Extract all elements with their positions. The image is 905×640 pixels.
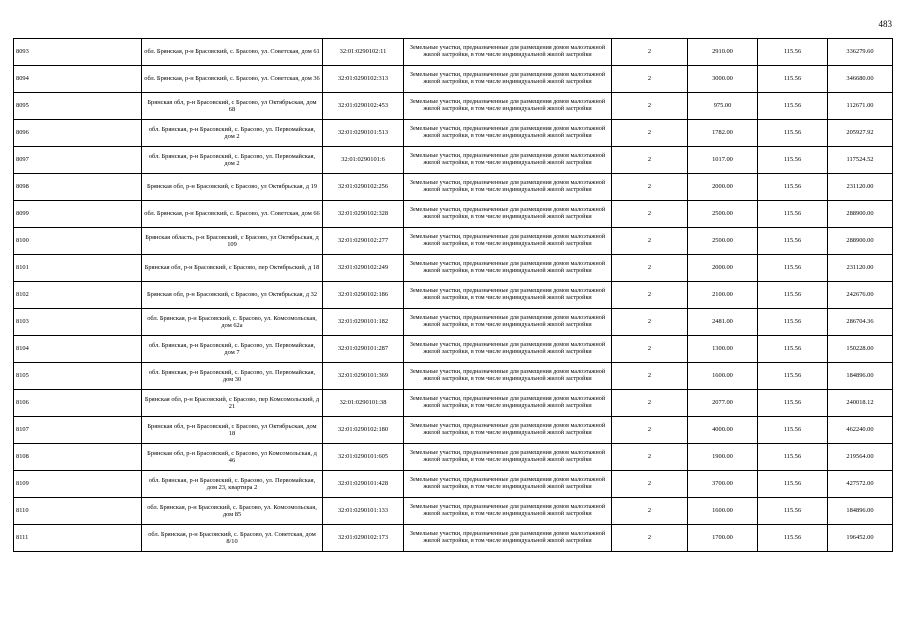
area-cell: 2000.00 [688, 255, 758, 282]
rate-cell: 115.56 [758, 336, 828, 363]
land-use-type-cell: Земельные участки, предназначенные для размещения домов малоэтажной жилой застройки, в том числе индивидуальной жилой застройки [404, 66, 612, 93]
record-number-cell: 8104 [14, 336, 142, 363]
land-use-type-cell: Земельные участки, предназначенные для размещения домов малоэтажной жилой застройки, в том числе индивидуальной жилой застройки [404, 147, 612, 174]
category-cell: 2 [612, 336, 688, 363]
address-cell: обл. Брянская, р-н Брасовский, с. Брасово, ул. Первомайская, дом 2 [142, 147, 323, 174]
land-use-type-cell: Земельные участки, предназначенные для размещения домов малоэтажной жилой застройки, в том числе индивидуальной жилой застройки [404, 228, 612, 255]
land-use-type-cell: Земельные участки, предназначенные для размещения домов малоэтажной жилой застройки, в том числе индивидуальной жилой застройки [404, 498, 612, 525]
category-cell: 2 [612, 147, 688, 174]
cadastral-value-cell: 117524.52 [828, 147, 893, 174]
rate-cell: 115.56 [758, 363, 828, 390]
cadastral-number-cell: 32:01:0290101:38 [323, 390, 404, 417]
table-row [14, 201, 893, 228]
land-use-type-cell: Земельные участки, предназначенные для размещения домов малоэтажной жилой застройки, в том числе индивидуальной жилой застройки [404, 525, 612, 552]
table-row [14, 39, 893, 66]
table-row [14, 309, 893, 336]
cadastral-number-cell: 32:01:0290102:453 [323, 93, 404, 120]
table-row [14, 120, 893, 147]
table-row [14, 174, 893, 201]
address-cell: Брянская обл, р-н Брасовский, с Брасово, пер Комсомольский, д 21 [142, 390, 323, 417]
category-cell: 2 [612, 282, 688, 309]
rate-cell: 115.56 [758, 498, 828, 525]
address-cell: Брянская обл, р-н Брасовский, с Брасово, пер Октябрьский, д 18 [142, 255, 323, 282]
record-number-cell: 8102 [14, 282, 142, 309]
area-cell: 1017.00 [688, 147, 758, 174]
record-number-cell: 8109 [14, 471, 142, 498]
cadastral-value-cell: 286704.36 [828, 309, 893, 336]
category-cell: 2 [612, 363, 688, 390]
cadastral-number-cell: 32:01:0290101:287 [323, 336, 404, 363]
cadastral-value-cell: 184896.00 [828, 363, 893, 390]
record-number-cell: 8101 [14, 255, 142, 282]
table-row [14, 66, 893, 93]
cadastral-number-cell: 32:01:0290102:313 [323, 66, 404, 93]
cadastral-value-cell: 150228.00 [828, 336, 893, 363]
cadastral-number-cell: 32:01:0290101:513 [323, 120, 404, 147]
cadastral-value-cell: 242676.00 [828, 282, 893, 309]
cadastral-number-cell: 32:01:0290102:186 [323, 282, 404, 309]
area-cell: 1900.00 [688, 444, 758, 471]
rate-cell: 115.56 [758, 39, 828, 66]
cadastral-value-cell: 288900.00 [828, 201, 893, 228]
table-row [14, 282, 893, 309]
rate-cell: 115.56 [758, 471, 828, 498]
category-cell: 2 [612, 444, 688, 471]
category-cell: 2 [612, 525, 688, 552]
rate-cell: 115.56 [758, 120, 828, 147]
cadastral-value-cell: 288900.00 [828, 228, 893, 255]
land-use-type-cell: Земельные участки, предназначенные для размещения домов малоэтажной жилой застройки, в том числе индивидуальной жилой застройки [404, 282, 612, 309]
record-number-cell: 8108 [14, 444, 142, 471]
category-cell: 2 [612, 93, 688, 120]
address-cell: обл. Брянская, р-н Брасовский, с. Брасово, ул. Комсомольская, дом 85 [142, 498, 323, 525]
cadastral-value-cell: 346680.00 [828, 66, 893, 93]
record-number-cell: 8111 [14, 525, 142, 552]
cadastral-value-cell: 240018.12 [828, 390, 893, 417]
cadastral-number-cell: 32:01:0290102:180 [323, 417, 404, 444]
rate-cell: 115.56 [758, 174, 828, 201]
cadastral-number-cell: 32:01:0290102:249 [323, 255, 404, 282]
rate-cell: 115.56 [758, 417, 828, 444]
table-row [14, 498, 893, 525]
address-cell: Брянская обл, р-н Брасовский, с Брасово, ул Октябрьская, д 19 [142, 174, 323, 201]
table-row [14, 417, 893, 444]
land-use-type-cell: Земельные участки, предназначенные для размещения домов малоэтажной жилой застройки, в том числе индивидуальной жилой застройки [404, 309, 612, 336]
table-row [14, 228, 893, 255]
rate-cell: 115.56 [758, 525, 828, 552]
cadastral-number-cell: 32:01:0290101:6 [323, 147, 404, 174]
category-cell: 2 [612, 39, 688, 66]
category-cell: 2 [612, 498, 688, 525]
area-cell: 2481.00 [688, 309, 758, 336]
rate-cell: 115.56 [758, 282, 828, 309]
record-number-cell: 8097 [14, 147, 142, 174]
area-cell: 2000.00 [688, 174, 758, 201]
area-cell: 1300.00 [688, 336, 758, 363]
table-row [14, 525, 893, 552]
rate-cell: 115.56 [758, 255, 828, 282]
address-cell: обл. Брянская, р-н Брасовский, с. Брасово, ул. Советская, дом 8/10 [142, 525, 323, 552]
area-cell: 3700.00 [688, 471, 758, 498]
category-cell: 2 [612, 228, 688, 255]
record-number-cell: 8106 [14, 390, 142, 417]
land-use-type-cell: Земельные участки, предназначенные для размещения домов малоэтажной жилой застройки, в том числе индивидуальной жилой застройки [404, 39, 612, 66]
rate-cell: 115.56 [758, 309, 828, 336]
table-row [14, 147, 893, 174]
record-number-cell: 8093 [14, 39, 142, 66]
land-use-type-cell: Земельные участки, предназначенные для размещения домов малоэтажной жилой застройки, в том числе индивидуальной жилой застройки [404, 471, 612, 498]
record-number-cell: 8098 [14, 174, 142, 201]
land-use-type-cell: Земельные участки, предназначенные для размещения домов малоэтажной жилой застройки, в том числе индивидуальной жилой застройки [404, 255, 612, 282]
cadastral-number-cell: 32:01:0290102:256 [323, 174, 404, 201]
cadastral-value-cell: 427572.00 [828, 471, 893, 498]
address-cell: обл. Брянская, р-н Брасовский, с. Брасово, ул. Советская, дом 61 [142, 39, 323, 66]
category-cell: 2 [612, 66, 688, 93]
record-number-cell: 8095 [14, 93, 142, 120]
table-row [14, 363, 893, 390]
record-number-cell: 8105 [14, 363, 142, 390]
table-row [14, 390, 893, 417]
area-cell: 975.00 [688, 93, 758, 120]
table-row [14, 336, 893, 363]
table-row [14, 255, 893, 282]
rate-cell: 115.56 [758, 147, 828, 174]
land-use-type-cell: Земельные участки, предназначенные для размещения домов малоэтажной жилой застройки, в том числе индивидуальной жилой застройки [404, 201, 612, 228]
rate-cell: 115.56 [758, 201, 828, 228]
address-cell: обл. Брянская, р-н Брасовский, с. Брасово, ул. Первомайская, дом 23, квартира 2 [142, 471, 323, 498]
cadastral-value-cell: 196452.00 [828, 525, 893, 552]
cadastral-value-cell: 231120.00 [828, 255, 893, 282]
record-number-cell: 8110 [14, 498, 142, 525]
table-body [14, 39, 893, 552]
cadastral-number-cell: 32:01:0290101:369 [323, 363, 404, 390]
cadastral-number-cell: 32:01:0290102:11 [323, 39, 404, 66]
address-cell: обл. Брянская, р-н Брасовский, с. Брасово, ул. Первомайская, дом 30 [142, 363, 323, 390]
land-use-type-cell: Земельные участки, предназначенные для размещения домов малоэтажной жилой застройки, в том числе индивидуальной жилой застройки [404, 120, 612, 147]
address-cell: Брянская область, р-н Брасовский, с Брасово, ул Октябрьская, д 109 [142, 228, 323, 255]
area-cell: 2077.00 [688, 390, 758, 417]
cadastral-value-cell: 462240.00 [828, 417, 893, 444]
table-row [14, 471, 893, 498]
cadastral-value-cell: 184896.00 [828, 498, 893, 525]
table-row [14, 93, 893, 120]
area-cell: 2100.00 [688, 282, 758, 309]
cadastral-number-cell: 32:01:0290101:605 [323, 444, 404, 471]
land-registry-table [13, 38, 893, 552]
land-use-type-cell: Земельные участки, предназначенные для размещения домов малоэтажной жилой застройки, в том числе индивидуальной жилой застройки [404, 174, 612, 201]
address-cell: обл. Брянская, р-н Брасовский, с. Брасово, ул. Первомайская, дом 2 [142, 120, 323, 147]
address-cell: Брянская обл, р-н Брасовский, с Брасово, ул Октябрьская, д 32 [142, 282, 323, 309]
area-cell: 3000.00 [688, 66, 758, 93]
land-use-type-cell: Земельные участки, предназначенные для размещения домов малоэтажной жилой застройки, в том числе индивидуальной жилой застройки [404, 444, 612, 471]
cadastral-value-cell: 231120.00 [828, 174, 893, 201]
cadastral-number-cell: 32:01:0290101:428 [323, 471, 404, 498]
category-cell: 2 [612, 471, 688, 498]
land-use-type-cell: Земельные участки, предназначенные для размещения домов малоэтажной жилой застройки, в том числе индивидуальной жилой застройки [404, 417, 612, 444]
record-number-cell: 8099 [14, 201, 142, 228]
cadastral-number-cell: 32:01:0290101:133 [323, 498, 404, 525]
cadastral-number-cell: 32:01:0290101:182 [323, 309, 404, 336]
land-use-type-cell: Земельные участки, предназначенные для размещения домов малоэтажной жилой застройки, в том числе индивидуальной жилой застройки [404, 363, 612, 390]
category-cell: 2 [612, 120, 688, 147]
rate-cell: 115.56 [758, 390, 828, 417]
category-cell: 2 [612, 390, 688, 417]
address-cell: Брянская обл, р-н Брасовский, с Брасово, ул Октябрьская, дом 68 [142, 93, 323, 120]
area-cell: 4000.00 [688, 417, 758, 444]
cadastral-value-cell: 219564.00 [828, 444, 893, 471]
cadastral-number-cell: 32:01:0290102:277 [323, 228, 404, 255]
rate-cell: 115.56 [758, 444, 828, 471]
category-cell: 2 [612, 309, 688, 336]
land-use-type-cell: Земельные участки, предназначенные для размещения домов малоэтажной жилой застройки, в том числе индивидуальной жилой застройки [404, 390, 612, 417]
record-number-cell: 8094 [14, 66, 142, 93]
record-number-cell: 8096 [14, 120, 142, 147]
area-cell: 2910.00 [688, 39, 758, 66]
address-cell: Брянская обл, р-н Брасовский, с Брасово, ул Октябрьская, дом 18 [142, 417, 323, 444]
area-cell: 1700.00 [688, 525, 758, 552]
record-number-cell: 8107 [14, 417, 142, 444]
area-cell: 1782.00 [688, 120, 758, 147]
area-cell: 2500.00 [688, 228, 758, 255]
address-cell: обл. Брянская, р-н Брасовский, с. Брасово, ул. Советская, дом 66 [142, 201, 323, 228]
cadastral-value-cell: 112671.00 [828, 93, 893, 120]
rate-cell: 115.56 [758, 93, 828, 120]
cadastral-value-cell: 336279.60 [828, 39, 893, 66]
page-number: 483 [878, 19, 892, 29]
address-cell: обл. Брянская, р-н Брасовский, с. Брасово, ул. Комсомольская, дом 62а [142, 309, 323, 336]
land-use-type-cell: Земельные участки, предназначенные для размещения домов малоэтажной жилой застройки, в том числе индивидуальной жилой застройки [404, 93, 612, 120]
record-number-cell: 8103 [14, 309, 142, 336]
address-cell: обл. Брянская, р-н Брасовский, с. Брасово, ул. Первомайская, дом 7 [142, 336, 323, 363]
cadastral-number-cell: 32:01:0290102:173 [323, 525, 404, 552]
area-cell: 2500.00 [688, 201, 758, 228]
area-cell: 1600.00 [688, 498, 758, 525]
area-cell: 1600.00 [688, 363, 758, 390]
rate-cell: 115.56 [758, 228, 828, 255]
address-cell: Брянская обл, р-н Брасовский, с Брасово, ул Комсомольская, д 46 [142, 444, 323, 471]
category-cell: 2 [612, 255, 688, 282]
category-cell: 2 [612, 201, 688, 228]
cadastral-number-cell: 32:01:0290102:328 [323, 201, 404, 228]
category-cell: 2 [612, 174, 688, 201]
cadastral-value-cell: 205927.92 [828, 120, 893, 147]
table-row [14, 444, 893, 471]
rate-cell: 115.56 [758, 66, 828, 93]
land-use-type-cell: Земельные участки, предназначенные для размещения домов малоэтажной жилой застройки, в том числе индивидуальной жилой застройки [404, 336, 612, 363]
address-cell: обл. Брянская, р-н Брасовский, с. Брасово, ул. Советская, дом 36 [142, 66, 323, 93]
record-number-cell: 8100 [14, 228, 142, 255]
category-cell: 2 [612, 417, 688, 444]
